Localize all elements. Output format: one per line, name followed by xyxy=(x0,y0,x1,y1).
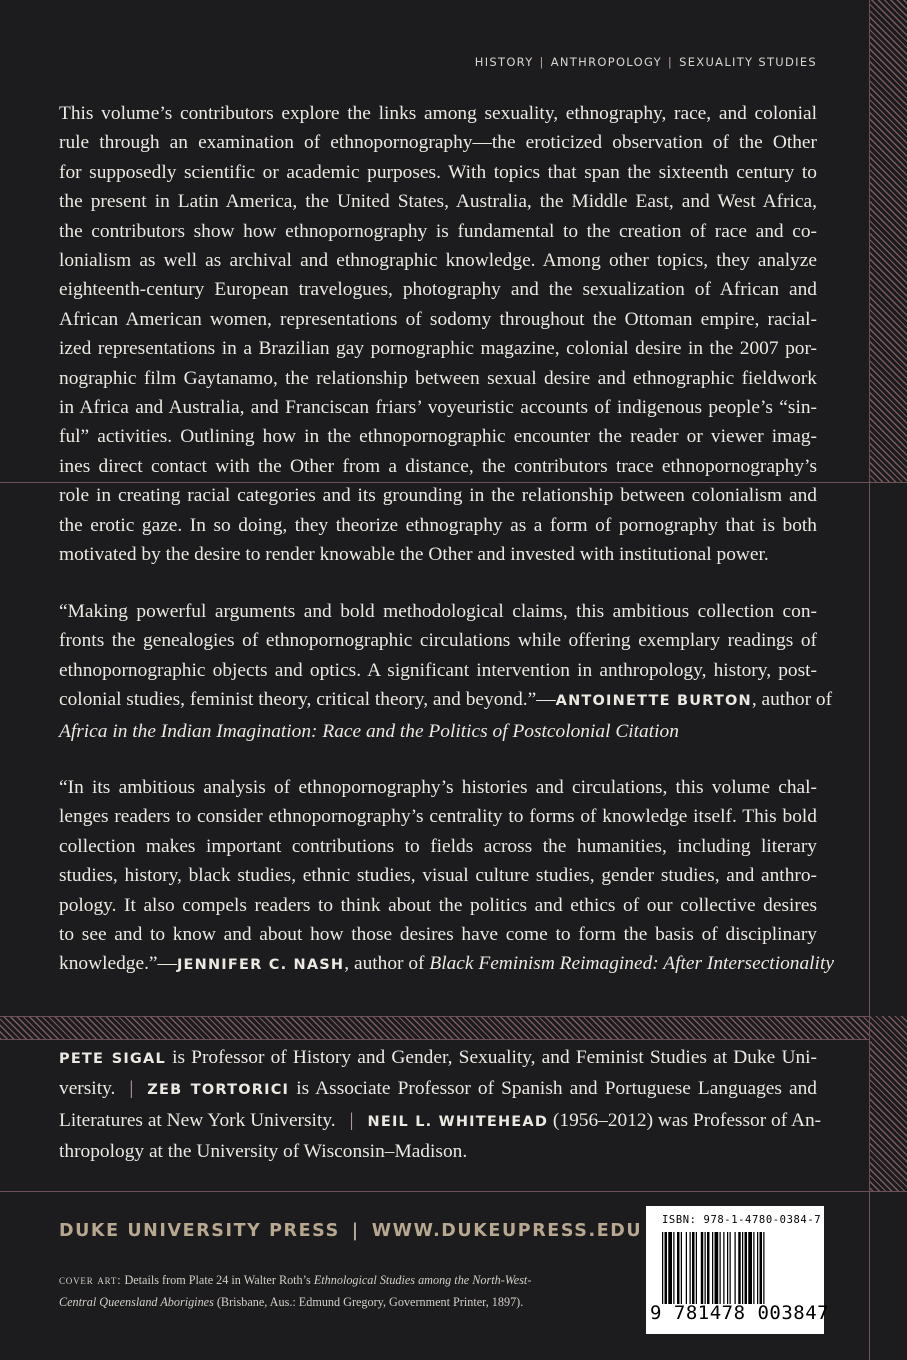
barcode-bar xyxy=(696,1232,697,1304)
endorsement-nash xyxy=(59,773,834,981)
endorsement-line: collection makes important contributions to fields across the humanities, including literary xyxy=(59,835,817,857)
description-line: the erotic gaze. In so doing, they theorize ethnography as a form of pornography that is both xyxy=(59,514,817,536)
barcode-bar xyxy=(748,1232,752,1304)
editor-bios xyxy=(59,1043,822,1167)
barcode-bar xyxy=(668,1232,672,1304)
endorsement-line xyxy=(59,949,834,980)
endorser-suffix: , author of xyxy=(344,953,430,975)
subject-history: HISTORY xyxy=(474,55,534,69)
endorser-book-title xyxy=(59,717,817,746)
description-line: ines direct contact with the Other from a distance, the contributors trace ethnopornography’s xyxy=(59,455,817,477)
subject-anthropology: ANTHROPOLOGY xyxy=(550,55,662,69)
endorsement-text: knowledge.”— xyxy=(59,953,177,975)
endorsement-line: studies, history, black studies, ethnic studies, visual culture studies, gender studies, and anthro- xyxy=(59,865,817,887)
hatch-gap-middle xyxy=(869,482,907,1016)
description-line: This volume’s contributors explore the links among sexuality, ethnography, race, and colonial xyxy=(59,103,817,124)
book-title: Black Feminism Reimagined: After Intersectionality xyxy=(429,953,834,975)
vertical-rule xyxy=(869,0,870,1360)
horizontal-rule-lower xyxy=(0,1191,907,1192)
bio-line: Literatures at New York University. | NEIL L. WHITEHEAD (1956–2012) was Professor of An- xyxy=(59,1109,822,1131)
bio-text: (1956–2012) was Professor of An- xyxy=(548,1109,822,1131)
description-line: lonialism as well as archival and ethnographic knowledge. Among other topics, they analyze xyxy=(59,250,817,272)
bio-line: versity. | ZEB TORTORICI is Associate Professor of Spanish and Portuguese Languages and xyxy=(59,1078,817,1100)
editor-name: ZEB TORTORICI xyxy=(147,1082,290,1099)
endorsement-line: ethnopornographic objects and optics. A significant intervention in anthropology, history, post- xyxy=(59,659,817,681)
barcode-bar xyxy=(677,1232,680,1304)
barcode-bar xyxy=(730,1232,731,1304)
barcode-bar xyxy=(712,1232,713,1304)
barcode-bar xyxy=(705,1232,706,1304)
barcode-bar xyxy=(692,1232,695,1304)
barcode-bar xyxy=(701,1232,704,1304)
description-line: role in creating racial categories and its grounding in the relationship between colonialism and xyxy=(59,485,817,507)
bio-text: Literatures at New York University. xyxy=(59,1109,336,1131)
barcode-bar xyxy=(681,1232,682,1304)
endorser-name: ANTOINETTE BURTON xyxy=(555,693,752,710)
endorser-name: JENNIFER C. NASH xyxy=(176,957,345,974)
endorsement-burton xyxy=(59,597,833,746)
description-line: African American women, representations of sodomy throughout the Ottoman empire, racial- xyxy=(59,308,817,330)
credit-book-title: Ethnological Studies among the North-West- xyxy=(313,1273,532,1287)
barcode-bar xyxy=(720,1232,721,1304)
bio-line xyxy=(59,1043,817,1074)
credit-text: Details from Plate 24 in Walter Roth’s xyxy=(121,1273,314,1287)
barcode-bar xyxy=(673,1232,674,1304)
endorser-suffix: , author of xyxy=(751,689,833,711)
description-line: rule through an examination of ethnopornography—the eroticized observation of the Other xyxy=(59,132,817,154)
barcode-bar xyxy=(735,1232,736,1304)
barcode-bar xyxy=(753,1232,754,1304)
publisher-line: DUKE UNIVERSITY PRESS | WWW.DUKEUPRESS.EDU xyxy=(59,1221,643,1241)
endorsement-line: to see and to know and about how those desires have come to form the basis of disciplinary xyxy=(59,924,817,946)
barcode-bar xyxy=(686,1232,687,1304)
subject-categories: HISTORY | ANTHROPOLOGY | SEXUALITY STUDIES xyxy=(474,55,817,69)
description-line: motivated by the desire to render knowable the Other and invested with institutional power. xyxy=(59,544,769,566)
barcode-bar xyxy=(707,1232,710,1304)
endorsement-line: “Making powerful arguments and bold methodological claims, this ambitious collection con- xyxy=(59,601,817,622)
editor-name: PETE SIGAL xyxy=(59,1051,166,1067)
barcode-icon xyxy=(660,1232,810,1304)
book-description xyxy=(59,99,817,570)
barcode-bar xyxy=(665,1232,668,1304)
barcode-bar xyxy=(662,1232,663,1304)
publisher-url[interactable]: WWW.DUKEUPRESS.EDU xyxy=(371,1221,643,1241)
book-title: Africa in the Indian Imagination: Race and the Politics of Postcolonial Citation xyxy=(59,720,679,742)
editor-name: NEIL L. WHITEHEAD xyxy=(367,1113,549,1130)
credit-text: (Brisbane, Aus.: Edmund Gregory, Government Printer, 1897). xyxy=(213,1295,524,1309)
barcode-bar xyxy=(757,1232,758,1304)
description-line: the present in Latin America, the United States, Australia, the Middle East, and West Africa, xyxy=(59,191,817,213)
barcode-bar xyxy=(727,1232,728,1304)
endorsement-text: colonial studies, feminist theory, critical theory, and beyond.”— xyxy=(59,689,556,711)
barcode-bar xyxy=(760,1232,763,1304)
description-line: for supposedly scientific or academic purposes. With topics that span the sixteenth century to xyxy=(59,161,817,183)
description-line: the contributors show how ethnopornography is fundamental to the creation of race and co- xyxy=(59,220,817,242)
isbn-barcode-box xyxy=(646,1206,830,1334)
barcode-bar xyxy=(742,1232,743,1304)
publisher-name: DUKE UNIVERSITY PRESS xyxy=(59,1221,340,1241)
horizontal-hatch-band xyxy=(0,1016,869,1039)
hatch-gap-bottom xyxy=(869,1191,907,1360)
barcode-bar xyxy=(690,1232,691,1304)
cover-art-credit xyxy=(59,1269,559,1313)
description-line: ful” activities. Outlining how in the ethnopornographic encounter the reader or viewer imag- xyxy=(59,426,817,448)
description-line: ized representations in a Brazilian gay pornographic magazine, colonial desire in the 2007 por- xyxy=(59,338,817,360)
hatch-band-bottom-rule xyxy=(0,1039,869,1040)
barcode-bar xyxy=(738,1232,741,1304)
barcode-bar xyxy=(763,1232,764,1304)
subject-sexuality-studies: SEXUALITY STUDIES xyxy=(679,55,817,69)
barcode-bar xyxy=(745,1232,748,1304)
bio-text: is Associate Professor of Spanish and Portuguese Languages and xyxy=(289,1078,817,1100)
endorsement-line xyxy=(59,685,833,716)
barcode-bar xyxy=(715,1232,719,1304)
isbn-label: ISBN: 978-1-4780-0384-7 xyxy=(662,1214,822,1226)
endorsement-line: pology. It also compels readers to think about the politics and ethics of our collective desires xyxy=(59,894,817,916)
description-line: in Africa and Australia, and Franciscan friars’ voyeuristic accounts of indigenous people’s “sin- xyxy=(59,397,817,419)
bio-text: versity. xyxy=(59,1078,116,1100)
description-line: eighteenth-century European travelogues, photography and the sexualization of African and xyxy=(59,279,817,301)
cover-art-label: cover art: xyxy=(59,1273,122,1287)
bio-text: is Professor of History and Gender, Sexuality, and Feminist Studies at Duke Uni- xyxy=(165,1047,817,1068)
endorsement-line: fronts the genealogies of ethnopornographic circulations while offering exemplary readings of xyxy=(59,630,817,652)
hatch-band-top-rule xyxy=(0,1016,869,1017)
barcode-bar xyxy=(723,1232,724,1304)
isbn-digits: 9 781478 003847 xyxy=(650,1302,830,1324)
endorsement-line: lenges readers to consider ethnopornography’s centrality to forms of knowledge itself. This bold xyxy=(59,806,817,828)
bio-line: thropology at the University of Wisconsin–Madison. xyxy=(59,1141,468,1163)
endorsement-line: “In its ambitious analysis of ethnopornography’s histories and circulations, this volume chal- xyxy=(59,777,817,798)
description-line: nographic film Gaytanamo, the relationship between sexual desire and ethnographic fieldwork xyxy=(59,367,817,389)
credit-book-title: Central Queensland Aborigines xyxy=(59,1295,214,1309)
